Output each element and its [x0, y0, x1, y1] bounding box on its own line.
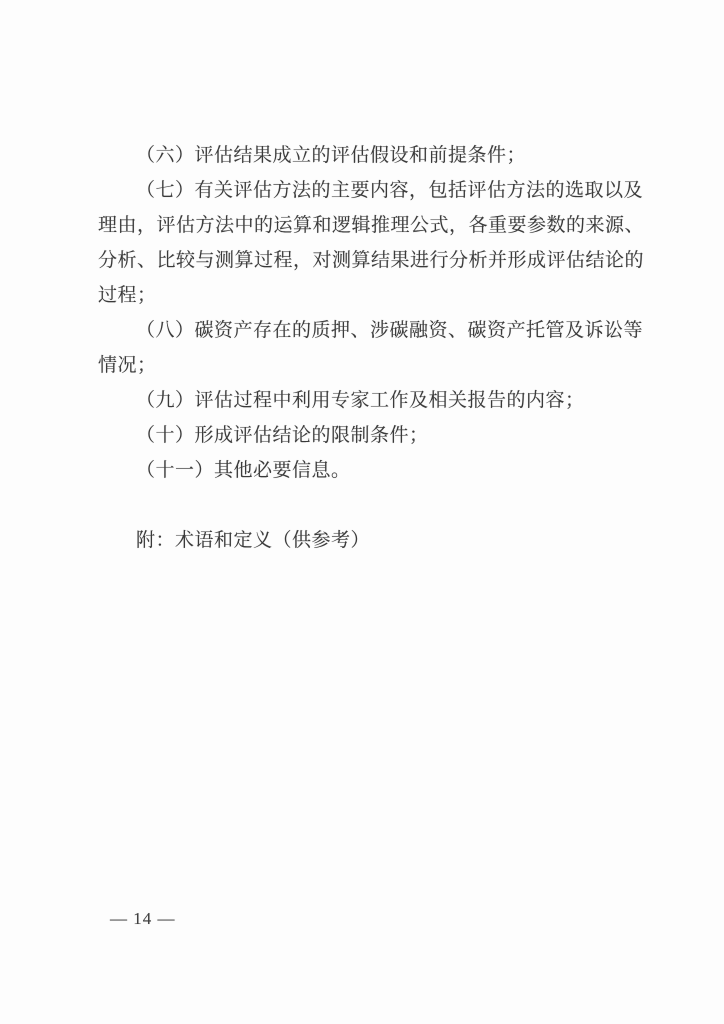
clause-line-9: （九）评估过程中利用专家工作及相关报告的内容； [136, 390, 585, 411]
attachment-note: 附：术语和定义（供参考） [136, 530, 371, 551]
clause-line-8b: 情况； [98, 355, 157, 376]
clause-line-7b: 理由，评估方法中的运算和逻辑推理公式，各重要参数的来源、 [98, 215, 645, 236]
clause-line-11: （十一）其他必要信息。 [136, 460, 351, 481]
clause-line-8a: （八）碳资产存在的质押、涉碳融资、碳资产托管及诉讼等 [136, 320, 644, 341]
page-number: — 14 — [110, 909, 176, 928]
clause-line-6: （六）评估结果成立的评估假设和前提条件； [136, 145, 527, 166]
document-body [98, 138, 643, 558]
clause-line-10: （十）形成评估结论的限制条件； [136, 425, 429, 446]
clause-line-7a: （七）有关评估方法的主要内容，包括评估方法的选取以及 [136, 180, 644, 201]
clause-line-7d: 过程； [98, 285, 157, 306]
clause-line-7c: 分析、比较与测算过程，对测算结果进行分析并形成评估结论的 [98, 250, 645, 271]
page-footer [110, 908, 176, 930]
